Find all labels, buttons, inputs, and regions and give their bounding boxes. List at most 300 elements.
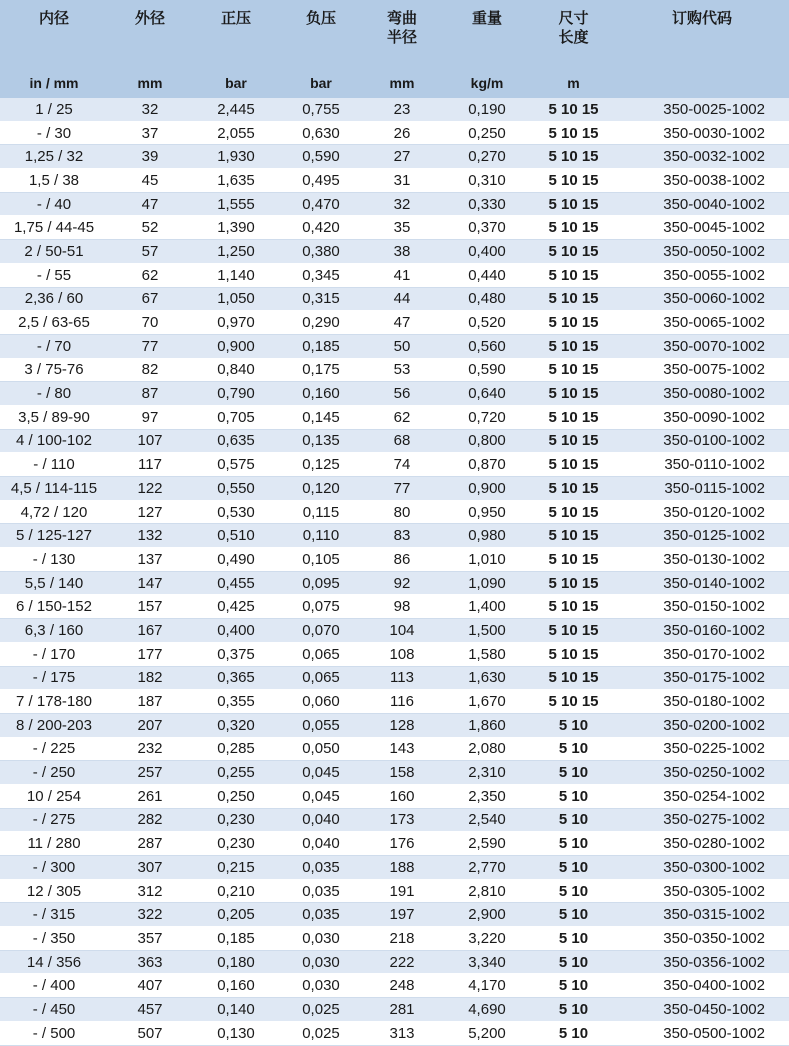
table-row (0, 571, 789, 595)
cell-weight: 0,720 (442, 405, 532, 429)
cell-outer-diameter: 187 (108, 690, 192, 714)
cell-weight: 0,950 (442, 500, 532, 524)
cell-outer-diameter: 307 (108, 856, 192, 880)
cell-weight: 0,270 (442, 145, 532, 169)
cell-length: 5 10 15 (532, 405, 615, 429)
table-row (0, 713, 789, 737)
cell-negative-pressure: 0,065 (280, 666, 362, 690)
cell-positive-pressure: 0,635 (192, 429, 280, 453)
header-weight-label: 重量 (471, 10, 502, 27)
table-row (0, 737, 789, 761)
cell-bend-radius: 313 (362, 1021, 442, 1045)
cell-length: 5 10 (532, 713, 615, 737)
cell-outer-diameter: 107 (108, 429, 192, 453)
cell-weight: 0,250 (442, 121, 532, 145)
cell-bend-radius: 53 (362, 358, 442, 382)
cell-bend-radius: 23 (362, 98, 442, 121)
cell-order-code: 350-0070-1002 (615, 334, 789, 358)
cell-order-code: 350-0055-1002 (615, 263, 789, 287)
cell-outer-diameter: 87 (108, 382, 192, 406)
cell-bend-radius: 47 (362, 311, 442, 335)
cell-outer-diameter: 77 (108, 334, 192, 358)
cell-weight: 5,200 (442, 1021, 532, 1045)
cell-length: 5 10 15 (532, 429, 615, 453)
cell-negative-pressure: 0,070 (280, 619, 362, 643)
header-order-code-unit (615, 69, 789, 98)
cell-order-code: 350-0045-1002 (615, 216, 789, 240)
cell-order-code: 350-0305-1002 (615, 879, 789, 903)
header-units-row (0, 69, 789, 98)
cell-outer-diameter: 287 (108, 832, 192, 856)
cell-outer-diameter: 147 (108, 571, 192, 595)
cell-negative-pressure: 0,175 (280, 358, 362, 382)
cell-inner-diameter: 14 / 356 (0, 950, 108, 974)
cell-inner-diameter: 5 / 125-127 (0, 524, 108, 548)
cell-weight: 0,800 (442, 429, 532, 453)
cell-order-code: 350-0250-1002 (615, 761, 789, 785)
table-row (0, 784, 789, 808)
cell-length: 5 10 (532, 879, 615, 903)
cell-negative-pressure: 0,345 (280, 263, 362, 287)
cell-negative-pressure: 0,030 (280, 974, 362, 998)
cell-length: 5 10 (532, 950, 615, 974)
table-row (0, 808, 789, 832)
cell-outer-diameter: 37 (108, 121, 192, 145)
cell-length: 5 10 (532, 927, 615, 951)
cell-bend-radius: 176 (362, 832, 442, 856)
cell-length: 5 10 15 (532, 311, 615, 335)
cell-weight: 3,220 (442, 927, 532, 951)
cell-order-code: 350-0450-1002 (615, 998, 789, 1022)
cell-positive-pressure: 0,205 (192, 903, 280, 927)
cell-order-code: 350-0254-1002 (615, 784, 789, 808)
cell-bend-radius: 128 (362, 713, 442, 737)
cell-bend-radius: 74 (362, 453, 442, 477)
cell-positive-pressure: 0,365 (192, 666, 280, 690)
cell-negative-pressure: 0,315 (280, 287, 362, 311)
cell-weight: 0,330 (442, 192, 532, 216)
table-row (0, 690, 789, 714)
cell-order-code: 350-0120-1002 (615, 500, 789, 524)
cell-negative-pressure: 0,590 (280, 145, 362, 169)
table-row (0, 595, 789, 619)
cell-order-code: 350-0160-1002 (615, 619, 789, 643)
cell-bend-radius: 191 (362, 879, 442, 903)
cell-weight: 0,480 (442, 287, 532, 311)
cell-length: 5 10 (532, 856, 615, 880)
cell-negative-pressure: 0,065 (280, 642, 362, 666)
header-bend-radius-unit: mm (362, 69, 442, 98)
cell-positive-pressure: 0,510 (192, 524, 280, 548)
cell-negative-pressure: 0,050 (280, 737, 362, 761)
header-positive-pressure-label: 正压 (220, 10, 251, 27)
cell-positive-pressure: 2,055 (192, 121, 280, 145)
header-bend-radius-label: 弯曲 (386, 10, 417, 27)
cell-outer-diameter: 507 (108, 1021, 192, 1045)
cell-outer-diameter: 57 (108, 240, 192, 264)
cell-inner-diameter: - / 30 (0, 121, 108, 145)
cell-length: 5 10 15 (532, 500, 615, 524)
cell-bend-radius: 248 (362, 974, 442, 998)
cell-length: 5 10 (532, 737, 615, 761)
cell-outer-diameter: 363 (108, 950, 192, 974)
cell-length: 5 10 15 (532, 287, 615, 311)
cell-length: 5 10 (532, 808, 615, 832)
cell-order-code: 350-0175-1002 (615, 666, 789, 690)
cell-length: 5 10 (532, 1021, 615, 1045)
cell-positive-pressure: 0,130 (192, 1021, 280, 1045)
cell-negative-pressure: 0,120 (280, 477, 362, 501)
cell-length: 5 10 15 (532, 169, 615, 193)
cell-outer-diameter: 207 (108, 713, 192, 737)
cell-negative-pressure: 0,145 (280, 405, 362, 429)
cell-bend-radius: 86 (362, 548, 442, 572)
cell-outer-diameter: 261 (108, 784, 192, 808)
table-row (0, 974, 789, 998)
cell-weight: 1,500 (442, 619, 532, 643)
cell-negative-pressure: 0,035 (280, 903, 362, 927)
cell-length: 5 10 15 (532, 334, 615, 358)
header-negative-pressure-label: 负压 (305, 10, 336, 27)
cell-bend-radius: 50 (362, 334, 442, 358)
cell-inner-diameter: 11 / 280 (0, 832, 108, 856)
cell-outer-diameter: 182 (108, 666, 192, 690)
cell-inner-diameter: 2 / 50-51 (0, 240, 108, 264)
cell-length: 5 10 15 (532, 121, 615, 145)
cell-outer-diameter: 167 (108, 619, 192, 643)
cell-inner-diameter: 4 / 100-102 (0, 429, 108, 453)
cell-bend-radius: 44 (362, 287, 442, 311)
cell-weight: 4,170 (442, 974, 532, 998)
cell-negative-pressure: 0,115 (280, 500, 362, 524)
cell-length: 5 10 15 (532, 145, 615, 169)
table-row (0, 500, 789, 524)
cell-negative-pressure: 0,755 (280, 98, 362, 121)
cell-weight: 0,400 (442, 240, 532, 264)
cell-bend-radius: 197 (362, 903, 442, 927)
cell-negative-pressure: 0,420 (280, 216, 362, 240)
cell-positive-pressure: 0,575 (192, 453, 280, 477)
table-row (0, 216, 789, 240)
cell-negative-pressure: 0,495 (280, 169, 362, 193)
cell-bend-radius: 41 (362, 263, 442, 287)
cell-length: 5 10 15 (532, 690, 615, 714)
cell-bend-radius: 160 (362, 784, 442, 808)
cell-bend-radius: 56 (362, 382, 442, 406)
cell-weight: 2,770 (442, 856, 532, 880)
cell-positive-pressure: 0,140 (192, 998, 280, 1022)
cell-outer-diameter: 257 (108, 761, 192, 785)
cell-negative-pressure: 0,025 (280, 1021, 362, 1045)
cell-positive-pressure: 1,555 (192, 192, 280, 216)
cell-bend-radius: 222 (362, 950, 442, 974)
table-row (0, 856, 789, 880)
header-order-code-label: 订购代码 (671, 10, 732, 27)
cell-length: 5 10 15 (532, 619, 615, 643)
table-row (0, 334, 789, 358)
cell-positive-pressure: 1,635 (192, 169, 280, 193)
cell-bend-radius: 83 (362, 524, 442, 548)
cell-positive-pressure: 0,255 (192, 761, 280, 785)
header-length-unit: m (532, 69, 615, 98)
cell-positive-pressure: 0,840 (192, 358, 280, 382)
table-row (0, 405, 789, 429)
cell-bend-radius: 62 (362, 405, 442, 429)
cell-negative-pressure: 0,045 (280, 761, 362, 785)
table-row (0, 358, 789, 382)
table-row (0, 477, 789, 501)
cell-weight: 0,980 (442, 524, 532, 548)
cell-bend-radius: 26 (362, 121, 442, 145)
cell-negative-pressure: 0,095 (280, 571, 362, 595)
cell-inner-diameter: - / 225 (0, 737, 108, 761)
cell-positive-pressure: 0,490 (192, 548, 280, 572)
cell-order-code: 350-0030-1002 (615, 121, 789, 145)
cell-positive-pressure: 0,160 (192, 974, 280, 998)
cell-order-code: 350-0038-1002 (615, 169, 789, 193)
cell-order-code: 350-0275-1002 (615, 808, 789, 832)
cell-outer-diameter: 282 (108, 808, 192, 832)
table-header (0, 0, 789, 98)
cell-inner-diameter: 5,5 / 140 (0, 571, 108, 595)
header-bend-radius (362, 0, 442, 69)
cell-inner-diameter: 6,3 / 160 (0, 619, 108, 643)
header-inner-diameter (0, 0, 108, 69)
cell-positive-pressure: 0,250 (192, 784, 280, 808)
cell-outer-diameter: 82 (108, 358, 192, 382)
cell-order-code: 350-0090-1002 (615, 405, 789, 429)
cell-inner-diameter: 1,25 / 32 (0, 145, 108, 169)
cell-positive-pressure: 0,900 (192, 334, 280, 358)
table-row (0, 169, 789, 193)
cell-weight: 0,440 (442, 263, 532, 287)
cell-bend-radius: 281 (362, 998, 442, 1022)
cell-positive-pressure: 1,140 (192, 263, 280, 287)
cell-bend-radius: 158 (362, 761, 442, 785)
header-length (532, 0, 615, 69)
header-length-label: 长度 (558, 29, 589, 46)
cell-length: 5 10 (532, 761, 615, 785)
cell-length: 5 10 15 (532, 477, 615, 501)
cell-order-code: 350-0032-1002 (615, 145, 789, 169)
cell-negative-pressure: 0,075 (280, 595, 362, 619)
table-row (0, 642, 789, 666)
cell-outer-diameter: 312 (108, 879, 192, 903)
cell-positive-pressure: 0,185 (192, 927, 280, 951)
cell-negative-pressure: 0,105 (280, 548, 362, 572)
cell-outer-diameter: 70 (108, 311, 192, 335)
cell-negative-pressure: 0,135 (280, 429, 362, 453)
header-length-label: 尺寸 (558, 10, 589, 27)
header-outer-diameter (108, 0, 192, 69)
table-row (0, 666, 789, 690)
cell-length: 5 10 (532, 998, 615, 1022)
cell-inner-diameter: 7 / 178-180 (0, 690, 108, 714)
cell-length: 5 10 15 (532, 263, 615, 287)
table-row (0, 453, 789, 477)
cell-length: 5 10 (532, 974, 615, 998)
cell-outer-diameter: 232 (108, 737, 192, 761)
cell-positive-pressure: 0,215 (192, 856, 280, 880)
cell-negative-pressure: 0,110 (280, 524, 362, 548)
table-row (0, 98, 789, 121)
cell-bend-radius: 35 (362, 216, 442, 240)
cell-length: 5 10 15 (532, 524, 615, 548)
cell-positive-pressure: 0,230 (192, 832, 280, 856)
cell-inner-diameter: - / 55 (0, 263, 108, 287)
cell-positive-pressure: 0,425 (192, 595, 280, 619)
cell-positive-pressure: 0,375 (192, 642, 280, 666)
cell-length: 5 10 15 (532, 548, 615, 572)
cell-order-code: 350-0500-1002 (615, 1021, 789, 1045)
cell-bend-radius: 113 (362, 666, 442, 690)
cell-weight: 2,310 (442, 761, 532, 785)
cell-outer-diameter: 322 (108, 903, 192, 927)
cell-weight: 2,080 (442, 737, 532, 761)
cell-bend-radius: 92 (362, 571, 442, 595)
cell-bend-radius: 218 (362, 927, 442, 951)
cell-weight: 4,690 (442, 998, 532, 1022)
cell-length: 5 10 15 (532, 216, 615, 240)
cell-inner-diameter: - / 175 (0, 666, 108, 690)
cell-weight: 0,590 (442, 358, 532, 382)
cell-inner-diameter: 1 / 25 (0, 98, 108, 121)
cell-negative-pressure: 0,185 (280, 334, 362, 358)
cell-positive-pressure: 1,930 (192, 145, 280, 169)
cell-order-code: 350-0125-1002 (615, 524, 789, 548)
cell-bend-radius: 143 (362, 737, 442, 761)
cell-negative-pressure: 0,290 (280, 311, 362, 335)
cell-weight: 0,370 (442, 216, 532, 240)
cell-outer-diameter: 62 (108, 263, 192, 287)
cell-outer-diameter: 122 (108, 477, 192, 501)
cell-positive-pressure: 0,320 (192, 713, 280, 737)
cell-bend-radius: 31 (362, 169, 442, 193)
cell-outer-diameter: 117 (108, 453, 192, 477)
cell-outer-diameter: 67 (108, 287, 192, 311)
cell-outer-diameter: 407 (108, 974, 192, 998)
cell-order-code: 350-0150-1002 (615, 595, 789, 619)
table-row (0, 524, 789, 548)
cell-bend-radius: 116 (362, 690, 442, 714)
cell-positive-pressure: 1,390 (192, 216, 280, 240)
cell-bend-radius: 80 (362, 500, 442, 524)
cell-weight: 1,580 (442, 642, 532, 666)
cell-negative-pressure: 0,160 (280, 382, 362, 406)
cell-positive-pressure: 1,050 (192, 287, 280, 311)
cell-inner-diameter: 3 / 75-76 (0, 358, 108, 382)
cell-negative-pressure: 0,060 (280, 690, 362, 714)
cell-positive-pressure: 0,230 (192, 808, 280, 832)
table-row (0, 240, 789, 264)
cell-positive-pressure: 0,790 (192, 382, 280, 406)
cell-inner-diameter: 2,5 / 63-65 (0, 311, 108, 335)
cell-inner-diameter: - / 300 (0, 856, 108, 880)
cell-positive-pressure: 0,180 (192, 950, 280, 974)
cell-weight: 3,340 (442, 950, 532, 974)
cell-weight: 2,540 (442, 808, 532, 832)
cell-order-code: 350-0315-1002 (615, 903, 789, 927)
cell-outer-diameter: 137 (108, 548, 192, 572)
cell-order-code: 350-0065-1002 (615, 311, 789, 335)
cell-weight: 2,350 (442, 784, 532, 808)
cell-order-code: 350-0170-1002 (615, 642, 789, 666)
cell-outer-diameter: 157 (108, 595, 192, 619)
cell-order-code: 350-0356-1002 (615, 950, 789, 974)
cell-outer-diameter: 52 (108, 216, 192, 240)
header-inner-diameter-unit: in / mm (0, 69, 108, 98)
cell-order-code: 350-0050-1002 (615, 240, 789, 264)
header-positive-pressure-unit: bar (192, 69, 280, 98)
cell-order-code: 350-0060-1002 (615, 287, 789, 311)
table-row (0, 832, 789, 856)
cell-order-code: 350-0400-1002 (615, 974, 789, 998)
cell-negative-pressure: 0,040 (280, 808, 362, 832)
cell-length: 5 10 15 (532, 571, 615, 595)
cell-inner-diameter: - / 40 (0, 192, 108, 216)
cell-length: 5 10 15 (532, 453, 615, 477)
header-outer-diameter-unit: mm (108, 69, 192, 98)
cell-negative-pressure: 0,035 (280, 856, 362, 880)
cell-order-code: 350-0225-1002 (615, 737, 789, 761)
cell-inner-diameter: - / 350 (0, 927, 108, 951)
cell-inner-diameter: - / 450 (0, 998, 108, 1022)
cell-bend-radius: 32 (362, 192, 442, 216)
cell-weight: 1,090 (442, 571, 532, 595)
cell-inner-diameter: - / 315 (0, 903, 108, 927)
cell-bend-radius: 173 (362, 808, 442, 832)
cell-weight: 1,400 (442, 595, 532, 619)
cell-weight: 0,900 (442, 477, 532, 501)
cell-outer-diameter: 132 (108, 524, 192, 548)
cell-inner-diameter: 4,72 / 120 (0, 500, 108, 524)
cell-weight: 2,810 (442, 879, 532, 903)
cell-inner-diameter: - / 80 (0, 382, 108, 406)
header-order-code (615, 0, 789, 69)
cell-order-code: 350-0115-1002 (615, 477, 789, 501)
cell-bend-radius: 104 (362, 619, 442, 643)
cell-outer-diameter: 127 (108, 500, 192, 524)
cell-weight: 0,870 (442, 453, 532, 477)
header-negative-pressure (280, 0, 362, 69)
cell-outer-diameter: 32 (108, 98, 192, 121)
cell-inner-diameter: 12 / 305 (0, 879, 108, 903)
cell-positive-pressure: 0,455 (192, 571, 280, 595)
cell-inner-diameter: - / 130 (0, 548, 108, 572)
table-row (0, 950, 789, 974)
cell-outer-diameter: 457 (108, 998, 192, 1022)
cell-weight: 2,590 (442, 832, 532, 856)
cell-inner-diameter: - / 170 (0, 642, 108, 666)
table-row (0, 903, 789, 927)
cell-length: 5 10 15 (532, 666, 615, 690)
table-row (0, 192, 789, 216)
cell-inner-diameter: 8 / 200-203 (0, 713, 108, 737)
cell-positive-pressure: 0,530 (192, 500, 280, 524)
cell-positive-pressure: 0,285 (192, 737, 280, 761)
cell-order-code: 350-0075-1002 (615, 358, 789, 382)
table-row (0, 429, 789, 453)
cell-weight: 2,900 (442, 903, 532, 927)
cell-inner-diameter: - / 110 (0, 453, 108, 477)
table-row (0, 761, 789, 785)
cell-inner-diameter: 4,5 / 114-115 (0, 477, 108, 501)
table-row (0, 1021, 789, 1045)
header-inner-diameter-label: 内径 (38, 10, 69, 27)
table-row (0, 548, 789, 572)
cell-order-code: 350-0080-1002 (615, 382, 789, 406)
cell-order-code: 350-0350-1002 (615, 927, 789, 951)
